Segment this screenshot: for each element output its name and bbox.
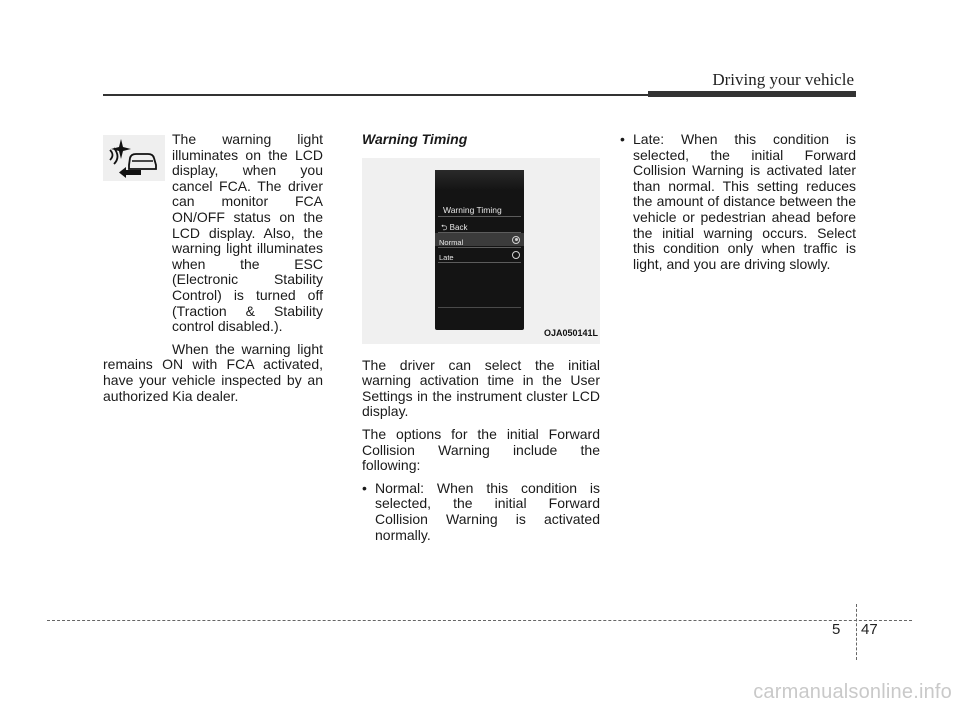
chapter-number: 5: [832, 621, 841, 638]
option-late-label: Late: [439, 252, 454, 262]
screen-title: Warning Timing: [443, 204, 502, 215]
column-left: [103, 132, 323, 411]
radio-unselected-icon: [512, 251, 520, 259]
section-heading-warning-timing: Warning Timing: [362, 131, 468, 147]
bullet-normal: [362, 481, 600, 543]
column-middle: [362, 132, 600, 550]
bullet-late: [620, 132, 856, 272]
bullet-dot-icon: •: [362, 479, 367, 496]
option-normal: [435, 233, 524, 246]
back-arrow-icon: ⮌: [441, 222, 448, 232]
lcd-figure: [362, 158, 600, 344]
option-late: [435, 248, 524, 261]
header-rule-accent: [648, 91, 856, 97]
inspection-paragraph: When the warning light remains ON with FCA activated, have your vehicle inspected by an authorized Kia dealer.: [103, 340, 323, 404]
bullet-late-text: Late: When this condition is selected, the initial Forward Collision Warning is activated later than normal. This setting reduces the amount of distance between the vehicle or pedestrian ahead before the initial warning occurs. Select this condition only when traffic is light, and you are driving slowly.: [633, 131, 856, 272]
footer-divider: [856, 604, 857, 660]
page-header-title: Driving your vehicle: [712, 70, 854, 89]
bullet-normal-text: Normal: When this condition is selected, the initial Forward Collision Warning is activated normally.: [375, 479, 600, 543]
radio-selected-icon: [512, 236, 520, 244]
watermark: carmanualsonline.info: [753, 681, 952, 703]
warning-light-paragraph: The warning light illuminates on the LCD display, when you cancel FCA. The driver can monitor FCA ON/OFF status on the LCD display. Also, the warning light illuminates when the ESC (Electronic Stability Control) is turned off (Traction & Stability control disabled.).: [172, 131, 323, 335]
figure-caption: OJA050141L: [543, 328, 598, 338]
back-label: Back: [449, 222, 468, 232]
bullet-dot-icon: •: [620, 131, 625, 147]
page-number: 47: [861, 621, 878, 638]
lcd-screen: [435, 170, 524, 330]
option-normal-label: Normal: [439, 237, 464, 247]
footer-rule: [47, 620, 912, 621]
activation-paragraph: The driver can select the initial warning activation time in the User Settings in the instrument cluster LCD display.: [362, 356, 600, 420]
options-paragraph: The options for the initial Forward Collision Warning include the following:: [362, 425, 600, 474]
column-right: [620, 132, 856, 279]
